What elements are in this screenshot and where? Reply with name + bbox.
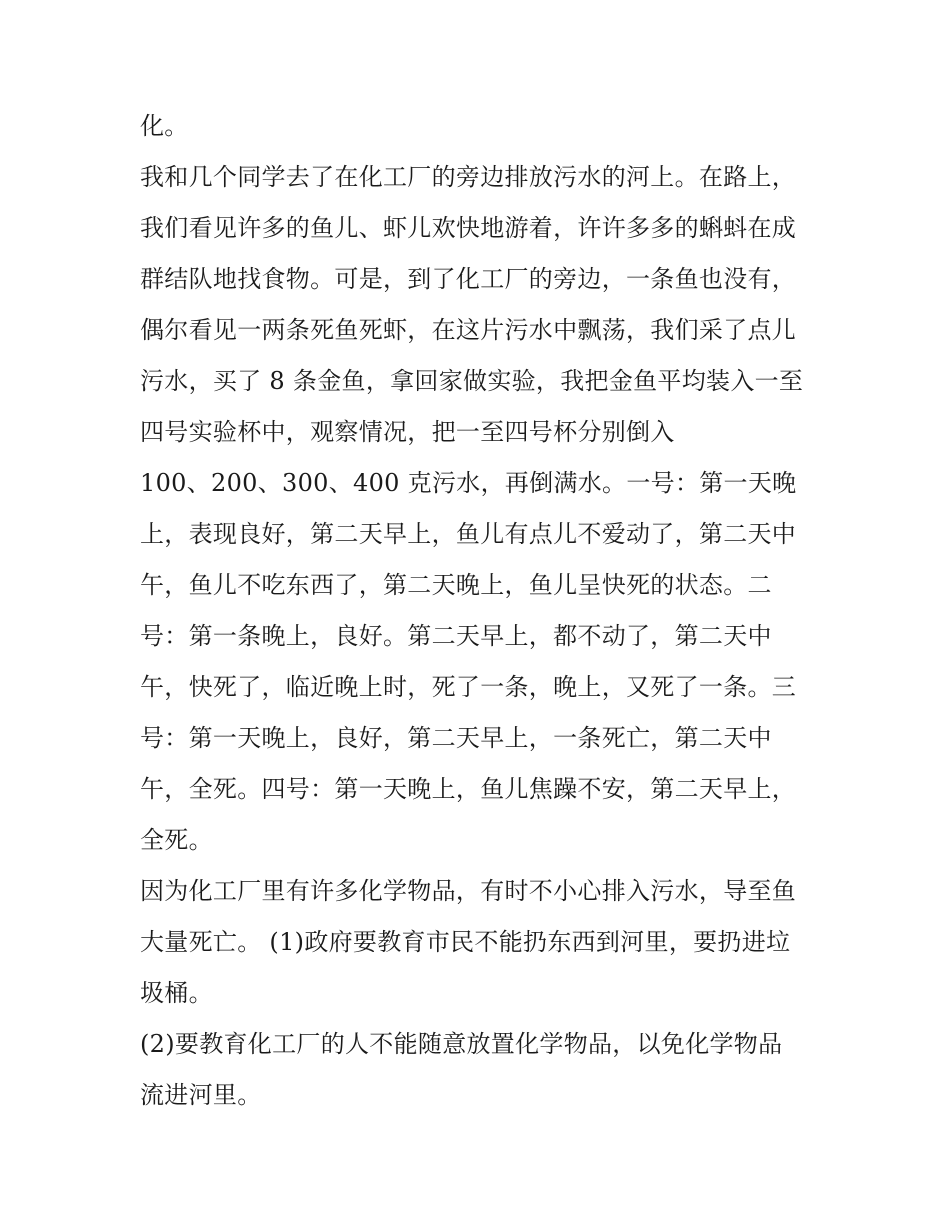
text-line: 午，快死了，临近晚上时，死了一条，晚上，又死了一条。三 <box>140 673 797 701</box>
text-line: 污水，买了 8 条金鱼，拿回家做实验，我把金鱼平均装入一至 <box>140 367 804 395</box>
text-line: 100、200、300、400 克污水，再倒满水。一号：第一天晚 <box>140 469 797 497</box>
text-line: 号：第一条晚上，良好。第二天早上，都不动了，第二天中 <box>140 622 772 650</box>
text-line: 号：第一天晚上，良好，第二天早上，一条死亡，第二天中 <box>140 724 772 752</box>
text-line: 流进河里。 <box>140 1081 262 1109</box>
text-line: 上，表现良好，第二天早上，鱼儿有点儿不爱动了，第二天中 <box>140 520 797 548</box>
text-line: 群结队地找食物。可是，到了化工厂的旁边，一条鱼也没有， <box>140 265 797 293</box>
text-line: 我们看见许多的鱼儿、虾儿欢快地游着，许许多多的蝌蚪在成 <box>140 214 797 242</box>
text-line: 午，全死。四号：第一天晚上，鱼儿焦躁不安，第二天早上， <box>140 775 797 803</box>
text-line: 午，鱼儿不吃东西了，第二天晚上，鱼儿呈快死的状态。二 <box>140 571 772 599</box>
text-line: 化。 <box>140 112 189 140</box>
text-line: 全死。 <box>140 826 213 854</box>
text-line: 圾桶。 <box>140 979 213 1007</box>
text-line: 大量死亡。 (1)政府要教育市民不能扔东西到河里，要扔进垃 <box>140 928 791 956</box>
text-line: 我和几个同学去了在化工厂的旁边排放污水的河上。在路上， <box>140 163 797 191</box>
document-body <box>140 108 820 1128</box>
text-line: 因为化工厂里有许多化学物品，有时不小心排入污水，导至鱼 <box>140 877 797 905</box>
text-line: 四号实验杯中，观察情况，把一至四号杯分别倒入 <box>140 418 675 446</box>
text-line: (2)要教育化工厂的人不能随意放置化学物品，以免化学物品 <box>140 1030 783 1058</box>
text-line: 偶尔看见一两条死鱼死虾，在这片污水中飘荡，我们采了点儿 <box>140 316 797 344</box>
